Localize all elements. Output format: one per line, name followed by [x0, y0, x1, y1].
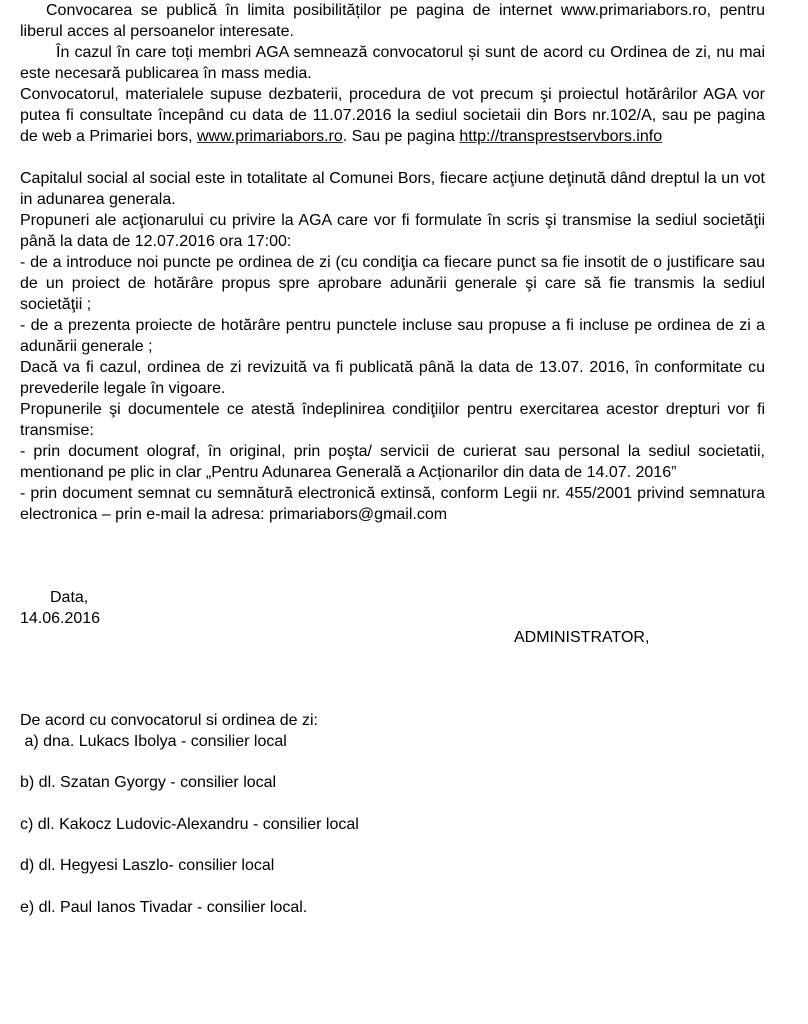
spacer [20, 147, 765, 168]
proposals-paragraph: Propuneri ale acţionarului cu privire la AGA care vor fi formulate în scris şi transmise la sediul societăţii până la data de 12.07.2016 ora 17:00: [20, 212, 765, 250]
primaria-link[interactable]: www.primariabors.ro [196, 128, 343, 145]
member-item: c) dl. Kakocz Ludovic-Alexandru - consilier local [20, 816, 359, 833]
aga-paragraph: În cazul în care toți membri AGA semnează convocatorul și sunt de acord cu Ordinea de zi, nu mai este necesară publicarea în mass media. [20, 44, 765, 82]
olograph-paragraph: - prin document olograf, în original, prin poşta/ servicii de curierat sau personal la sediul societatii, mentionand pe plic in clar „Pentru Adunarea Generală a Acționarilor din data de 14.07. 2016” [20, 443, 765, 481]
member-item: a) dna. Lukacs Ibolya - consilier local [20, 733, 287, 750]
capital-paragraph: Capitalul social al social este in totalitate al Comunei Bors, fiecare acţiune deţinută dând dreptul la un vot in adunarea generala. [20, 170, 765, 208]
transprest-link[interactable]: http://transprestservbors.info [459, 128, 663, 145]
consultation-text: Convocatorul, materialele supuse dezbaterii, procedura de vot precum şi proiectul hotărârilor AGA vor putea fi consultate începând cu data de 11.07.2016 la sediul societaii din Bors nr.102/A, sau pe pagina de web a Primariei bors, [20, 86, 765, 145]
consultation-paragraph [20, 84, 765, 147]
member-item: b) dl. Szatan Gyorgy - consilier local [20, 774, 277, 791]
member-item: d) dl. Hegyesi Laszlo- consilier local [20, 857, 275, 874]
publication-paragraph: Convocarea se publică în limita posibilităților pe pagina de internet www.primariabors.ro, pentru liberul acces al persoanelor interesate. [20, 2, 765, 40]
administrator-label: ADMINISTRATOR, [514, 629, 650, 646]
agreement-heading: De acord cu convocatorul si ordinea de zi: [20, 712, 318, 729]
date-value: 14.06.2016 [20, 610, 101, 627]
member-item: e) dl. Paul Ianos Tivadar - consilier local. [20, 899, 308, 916]
documents-paragraph: Propunerile şi documentele ce atestă îndeplinirea condiţiilor pentru exercitarea acestor drepturi vor fi transmise: [20, 401, 765, 439]
draft-decisions-paragraph: - de a prezenta proiecte de hotărâre pentru punctele incluse sau propuse a fi incluse pe ordinea de zi a adunării generale ; [20, 317, 765, 355]
document-page [20, 0, 765, 916]
revised-agenda-paragraph: Dacă va fi cazul, ordinea de zi revizuită va fi publicată până la data de 13.07. 2016, în conformitate cu prevederile legale în vigoare. [20, 359, 765, 397]
electronic-paragraph: - prin document semnat cu semnătură electronică extinsă, conform Legii nr. 455/2001 privind semnatura electronica – prin e-mail la adresa: primariabors@gmail.com [20, 485, 765, 523]
new-points-paragraph: - de a introduce noi puncte pe ordinea de zi (cu condiţia ca fiecare punct sa fie insotit de o justificare sau de un proiect de hotărâre propus spre aprobare adunării generale şi care să fie transmis la sediul societăţii ; [20, 254, 765, 313]
consultation-text-mid: . Sau pe pagina [342, 128, 460, 145]
date-label: Data, [50, 589, 89, 606]
